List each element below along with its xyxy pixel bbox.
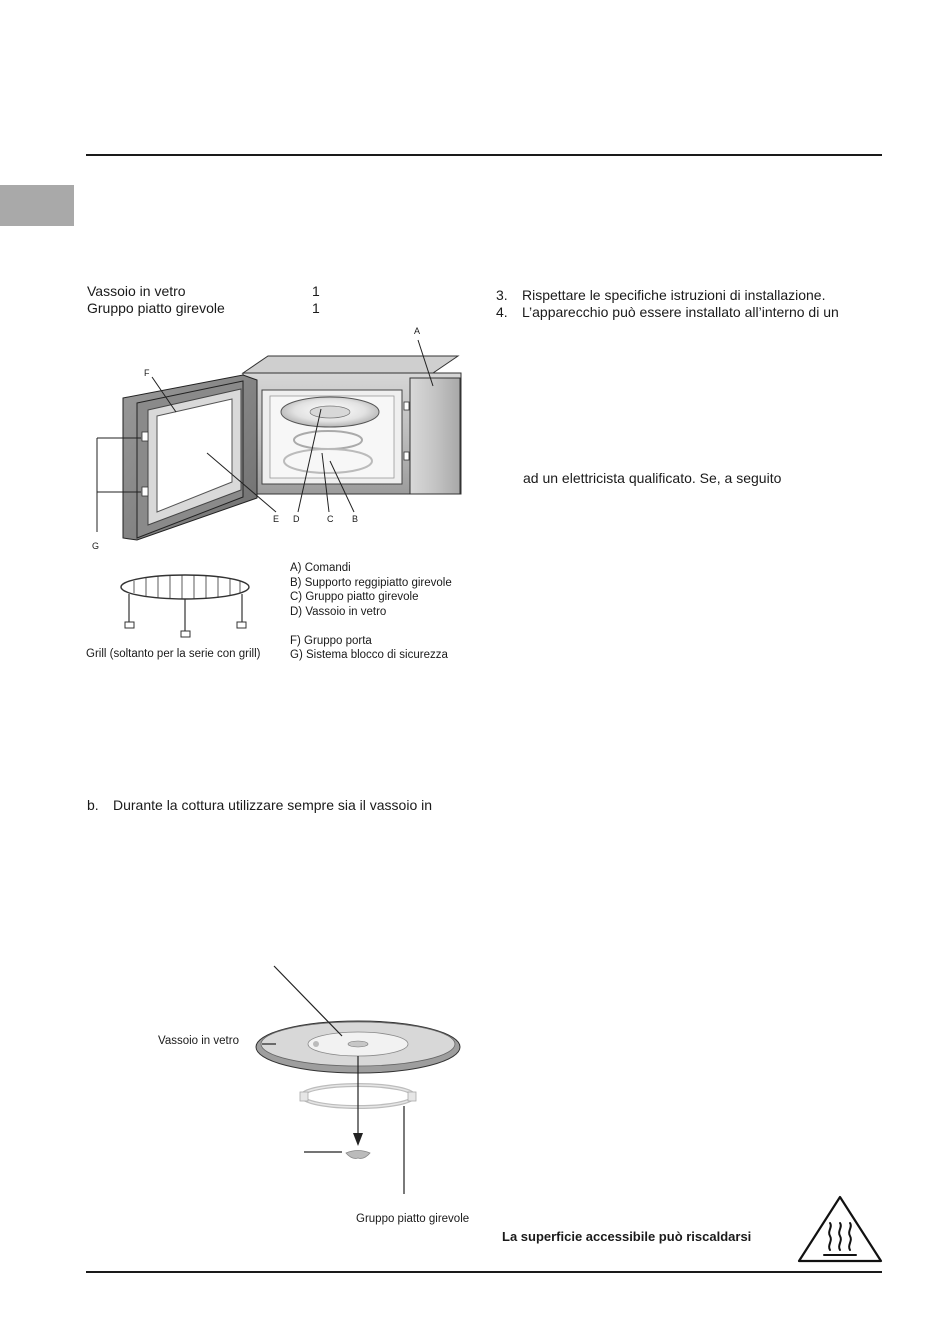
list-marker: 4.	[496, 304, 508, 320]
list-item	[496, 287, 839, 304]
legend-item: C) Gruppo piatto girevole	[290, 591, 419, 603]
accessory-item: Gruppo piatto girevole 1	[87, 300, 320, 316]
callout-g: G	[92, 541, 100, 551]
label-glass-tray: Vassoio in vetro	[158, 1035, 239, 1047]
label-turntable: Gruppo piatto girevole	[356, 1213, 470, 1225]
legend-item: G) Sistema blocco di sicurezza	[290, 649, 448, 661]
list-text: Rispettare le specifiche istruzioni di installazione.	[522, 287, 826, 303]
assembly-lines	[262, 966, 404, 1194]
callout-e: E	[273, 514, 280, 524]
coupler	[346, 1151, 370, 1159]
warning-text: La superficie accessibile può riscaldarsi	[502, 1229, 752, 1244]
callout-c: C	[327, 514, 334, 524]
accessory-item: Vassoio in vetro 1	[87, 283, 320, 299]
legend-item: A) Comandi	[290, 562, 351, 574]
legend-item: D) Vassoio in vetro	[290, 605, 387, 618]
list-text: L’apparecchio può essere installato all’interno di un	[522, 304, 839, 320]
callout-a: A	[414, 326, 421, 336]
list-text: Durante la cottura utilizzare sempre sia il vassoio in	[113, 797, 433, 813]
list-marker: b.	[87, 797, 99, 813]
right-list	[496, 287, 839, 321]
list-item	[496, 304, 839, 321]
list-marker: 3.	[496, 287, 508, 303]
legend-item: F) Gruppo porta	[290, 634, 372, 647]
text-fragment: ad un elettricista qualificato. Se, a seguito	[523, 470, 782, 486]
callout-b: B	[352, 514, 359, 524]
callout-f: F	[144, 368, 150, 378]
footer-rule	[86, 1271, 882, 1273]
grill-caption: Grill (soltanto per la serie con grill)	[86, 648, 261, 660]
legend-item: B) Supporto reggipiatto girevole	[290, 576, 452, 589]
hot-surface-warning-icon	[796, 1194, 886, 1264]
callout-d: D	[293, 514, 300, 524]
down-arrow-icon	[353, 1133, 363, 1146]
